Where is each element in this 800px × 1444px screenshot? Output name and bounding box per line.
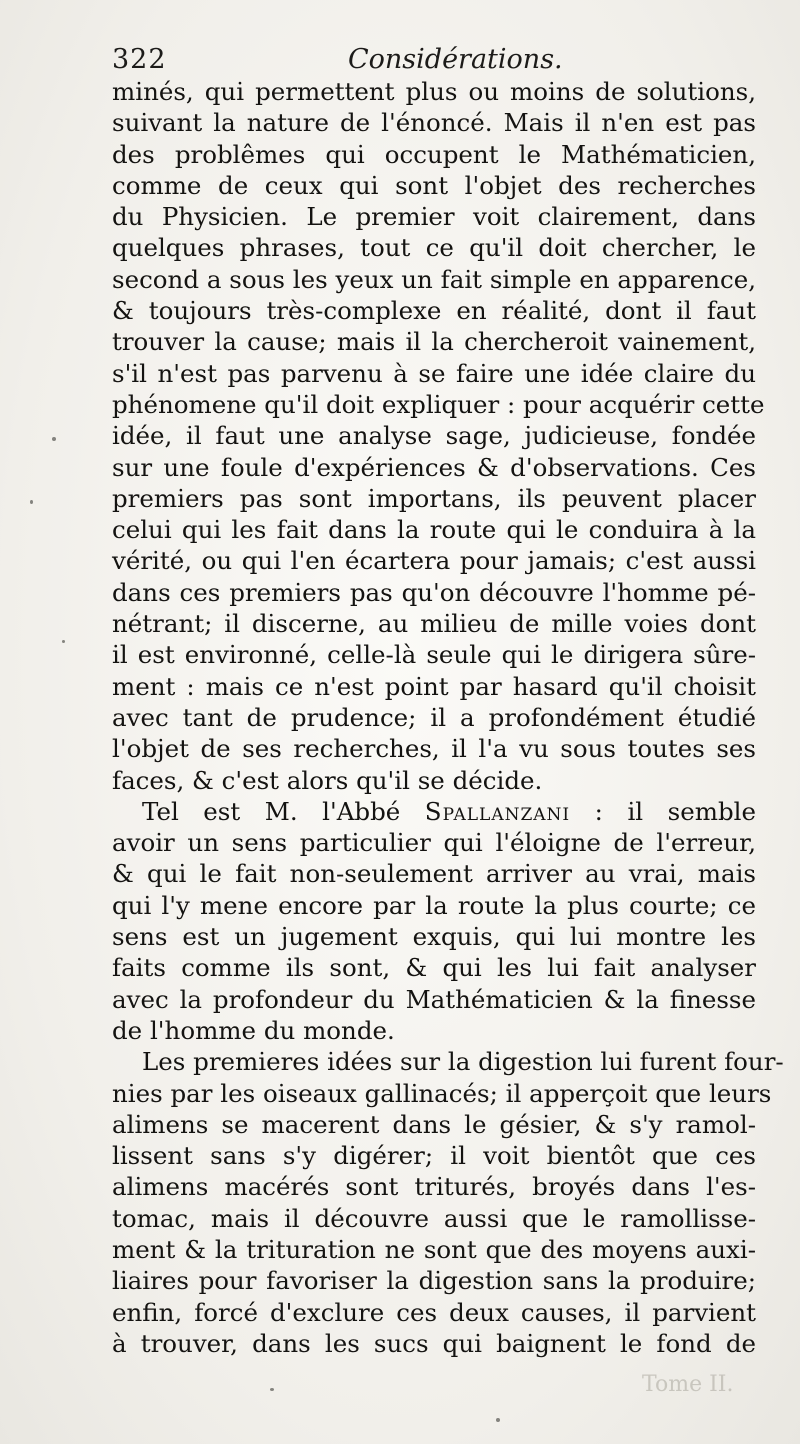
body-text xyxy=(112,76,784,1359)
tel-text: Tel est M. l'Abbé xyxy=(142,796,425,826)
ink-speck xyxy=(270,1388,274,1391)
paragraph-start-line xyxy=(112,796,756,827)
tel-text-end: : il semble xyxy=(570,796,756,826)
paragraph-start-line: Les premieres idées sur la digestion lui furent four- xyxy=(142,1047,784,1077)
text-line: lissent sans s'y digérer; il voit bientôt que ces xyxy=(112,1141,756,1171)
ink-speck xyxy=(496,1418,500,1422)
text-line: à trouver, dans les sucs qui baignent le fond de xyxy=(112,1328,756,1358)
text-line: comme de ceux qui sont l'objet des recherches xyxy=(112,170,756,200)
text-line: suivant la nature de l'énoncé. Mais il n'en est pas xyxy=(112,108,756,138)
text-line: il est environné, celle-là seule qui le dirigera sûre- xyxy=(112,640,756,670)
text-line: avoir un sens particulier qui l'éloigne de l'erreur, xyxy=(112,828,756,858)
page-number: 322 xyxy=(112,44,167,75)
author-name: Spallanzani xyxy=(424,796,571,826)
text-line: liaires pour favoriser la digestion sans la produire; xyxy=(112,1266,756,1296)
text-line: sens est un jugement exquis, qui lui montre les xyxy=(112,922,756,952)
text-line: sur une foule d'expériences & d'observations. Ces xyxy=(112,452,756,482)
text-line: avec tant de prudence; il a profondément étudié xyxy=(112,702,756,732)
text-line: qui l'y mene encore par la route la plus courte; ce xyxy=(112,890,756,920)
text-line: s'il n'est pas parvenu à se faire une idée claire du xyxy=(112,358,756,388)
text-line: vérité, ou qui l'en écartera pour jamais; c'est aussi xyxy=(112,546,756,576)
text-line: faits comme ils sont, & qui les lui fait analyser xyxy=(112,953,756,983)
text-line: de l'homme du monde. xyxy=(112,1015,395,1045)
ink-speck xyxy=(30,500,33,504)
text-line: faces, & c'est alors qu'il se décide. xyxy=(112,765,543,795)
text-line: du Physicien. Le premier voit clairement, dans xyxy=(112,202,756,232)
text-line: ment : mais ce n'est point par hasard qu'il choisit xyxy=(112,671,756,701)
text-line: phénomene qu'il doit expliquer : pour acquérir cette xyxy=(112,389,765,419)
text-line: alimens se macerent dans le gésier, & s'y ramol- xyxy=(112,1109,756,1139)
text-line: minés, qui permettent plus ou moins de solutions, xyxy=(112,77,756,106)
text-line: l'objet de ses recherches, il l'a vu sous toutes ses xyxy=(112,734,756,764)
text-line: premiers pas sont importans, ils peuvent placer xyxy=(112,483,756,513)
signature-mark: Tome II. xyxy=(642,1372,734,1397)
text-line: nies par les oiseaux gallinacés; il apperçoit que leurs xyxy=(112,1078,772,1108)
text-line: dans ces premiers pas qu'on découvre l'homme pé- xyxy=(112,577,756,607)
text-line: celui qui les fait dans la route qui le conduira à la xyxy=(112,515,756,545)
text-line: idée, il faut une analyse sage, judicieuse, fondée xyxy=(112,421,756,451)
text-line: des problêmes qui occupent le Mathématicien, xyxy=(112,139,756,169)
text-line: quelques phrases, tout ce qu'il doit chercher, le xyxy=(112,233,756,263)
text-line: tomac, mais il découvre aussi que le ramollisse- xyxy=(112,1203,756,1233)
text-line: avec la profondeur du Mathématicien & la finesse xyxy=(112,984,756,1014)
text-line: & qui le fait non-seulement arriver au vrai, mais xyxy=(112,859,756,889)
running-title: Considérations. xyxy=(348,44,563,75)
text-line: nétrant; il discerne, au milieu de mille voies dont xyxy=(112,609,756,639)
text-line: second a sous les yeux un fait simple en apparence, xyxy=(112,264,756,294)
text-line: alimens macérés sont triturés, broyés dans l'es- xyxy=(112,1172,756,1202)
text-line: enfin, forcé d'exclure ces deux causes, il parvient xyxy=(112,1297,756,1327)
ink-speck xyxy=(62,640,65,643)
ink-speck xyxy=(52,437,56,441)
text-line: trouver la cause; mais il la chercheroit vainement, xyxy=(112,327,756,357)
text-line: & toujours très-complexe en réalité, dont il faut xyxy=(112,296,756,326)
text-line: ment & la trituration ne sont que des moyens auxi- xyxy=(112,1234,756,1264)
